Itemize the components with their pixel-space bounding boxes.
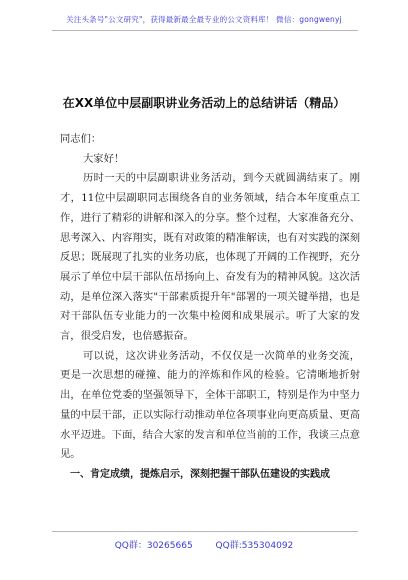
document-title: 在XX单位中层副职讲业务活动上的总结讲话（精品） xyxy=(62,96,346,110)
footer-qq-group-1: QQ群：30265665 xyxy=(114,541,193,551)
document-body xyxy=(60,130,360,485)
header-divider xyxy=(52,30,358,31)
greeting: 大家好！ xyxy=(83,152,125,165)
footer-qq-group-2: QQ群:535304092 xyxy=(215,541,294,551)
header-note: 关注头条号"公文研究"，获得最新最全最专业的公文资料库！ 微信：gongwenyj xyxy=(66,15,342,24)
salutation: 同志们： xyxy=(60,133,102,145)
paragraph-1: 历时一天的中层副职讲业务活动，到今天就圆满结束了。刚才，11位中层副职同志围绕各自的业务领域，结合本年度重点工作，进行了精彩的讲解和深入的分享。整个过程，大家准备充分、思考深入、内容翔实，既有对政策的精准解读，也有对实践的深刻反思；既展现了扎实的业务功底，也体现了开阔的工作视野，充分展示了单位中层干部队伍昂扬向上、奋发有为的精神风貌。这次活动，是单位深入落实"干部素质提升年"部署的一项关键举措，也是对干部队伍专业能力的一次集中检阅和成果展示。听了大家的发言，很受启发，也倍感振奋。 xyxy=(60,172,360,343)
footer-divider xyxy=(52,531,358,532)
section-heading: 一、肯定成绩，提炼启示，深刻把握干部队伍建设的实践成 xyxy=(70,468,330,480)
footer xyxy=(0,538,408,551)
paragraph-2: 可以说，这次讲业务活动，不仅仅是一次简单的业务交流，更是一次思想的碰撞、能力的淬炼和作风的检验。它清晰地折射出，在单位党委的坚强领导下，全体干部职工，特别是作为中坚力量的中层干部，正以实际行动推动单位各项事业向更高质量、更高水平迈进。下面，结合大家的发言和单位当前的工作，我谈三点意见。 xyxy=(60,349,360,461)
